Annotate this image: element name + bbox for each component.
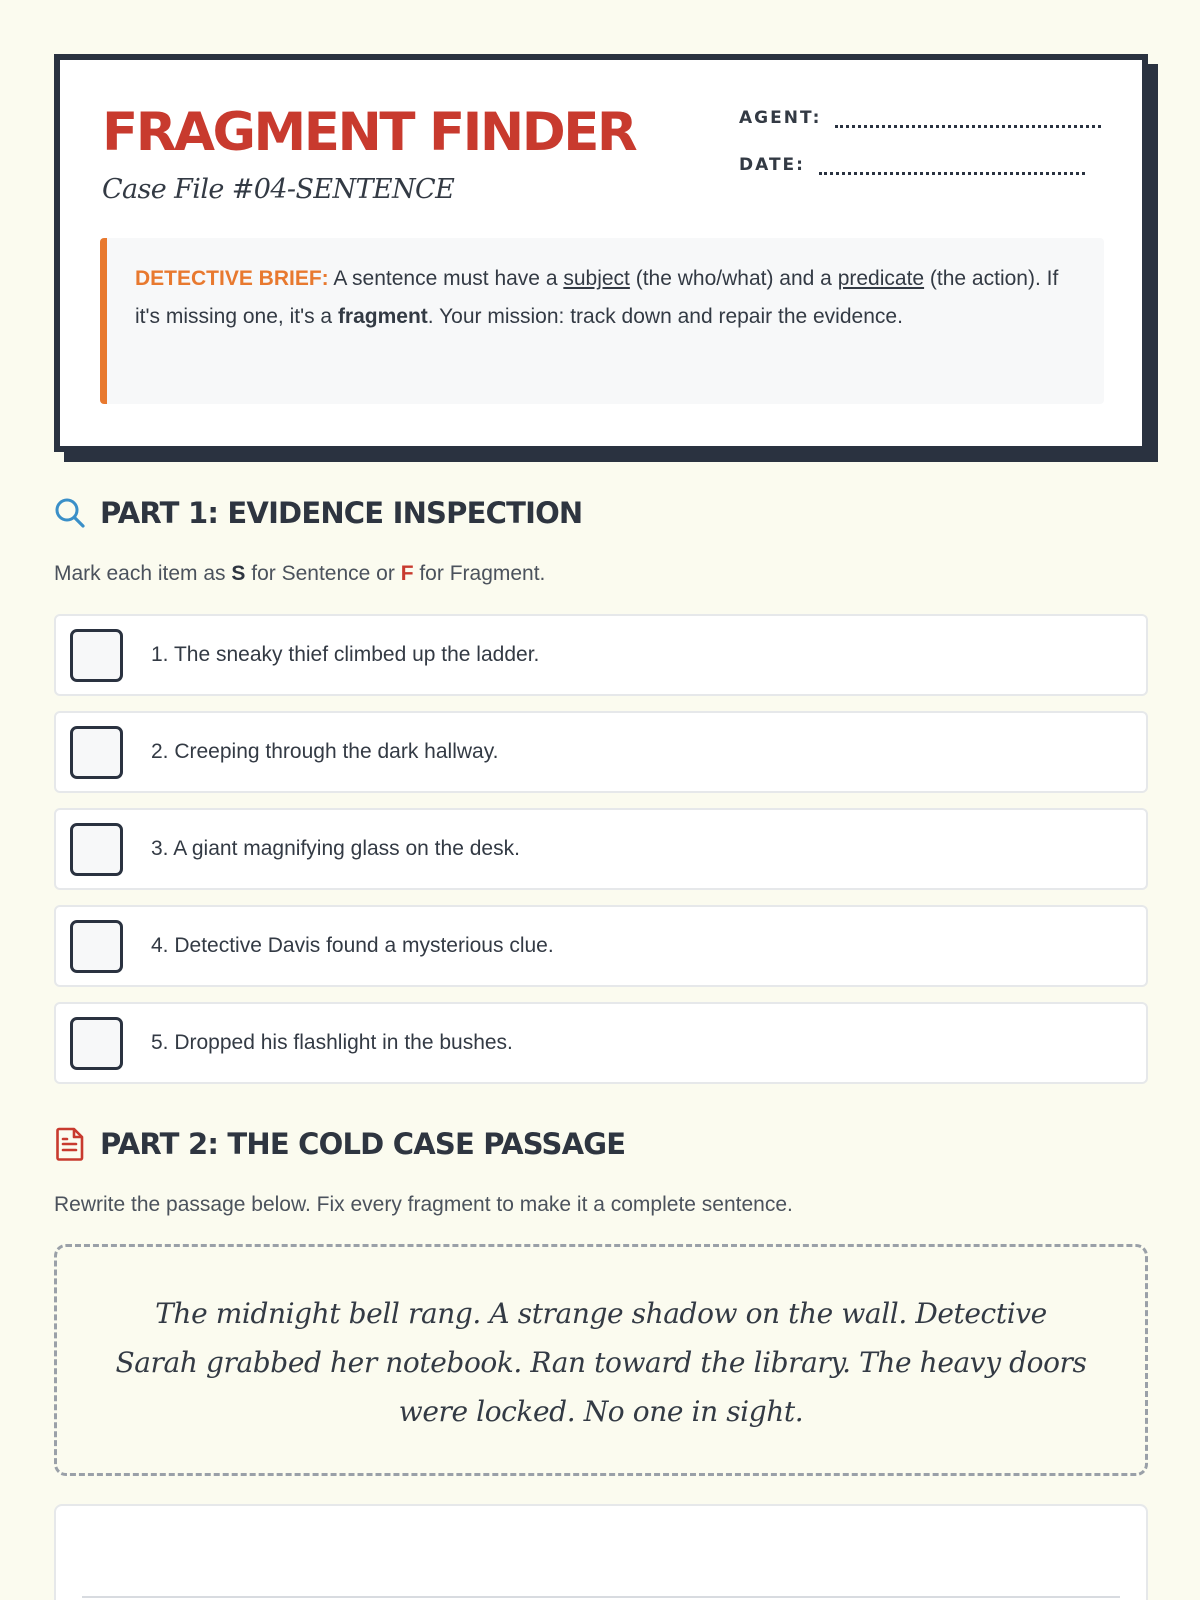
evidence-item-text: 1. The sneaky thief climbed up the ladder.: [151, 643, 540, 666]
brief-label: DETECTIVE BRIEF:: [135, 267, 329, 290]
brief-text: . Your mission: track down and repair the evidence.: [427, 305, 903, 328]
date-field[interactable]: [739, 155, 1085, 175]
page-title: FRAGMENT FINDER: [102, 102, 636, 163]
evidence-item-text: 3. A giant magnifying glass on the desk.: [151, 837, 520, 860]
document-icon: [54, 1127, 86, 1161]
evidence-item-text: 4. Detective Davis found a mysterious clue.: [151, 934, 554, 957]
evidence-list: [54, 614, 1148, 1099]
answer-checkbox[interactable]: [70, 1017, 123, 1070]
part1-heading: [54, 496, 582, 530]
search-icon: [54, 496, 86, 530]
answer-checkbox[interactable]: [70, 920, 123, 973]
writing-line: [82, 1596, 1120, 1598]
evidence-item: [54, 808, 1148, 890]
part2-heading: [54, 1127, 625, 1161]
sentence-code: S: [231, 562, 246, 585]
fragment-code: F: [400, 562, 414, 585]
case-file-header: [54, 54, 1148, 452]
answer-checkbox[interactable]: [70, 726, 123, 779]
evidence-item: [54, 711, 1148, 793]
agent-label: AGENT:: [739, 108, 822, 128]
subject-term: subject: [563, 267, 630, 290]
instruction-text: for Sentence or: [245, 562, 401, 585]
part2-instruction: Rewrite the passage below. Fix every fragment to make it a complete sentence.: [54, 1193, 793, 1216]
evidence-item: [54, 614, 1148, 696]
instruction-text: Mark each item as: [54, 562, 232, 585]
agent-line[interactable]: [835, 114, 1101, 128]
case-file-subtitle: Case File #04-SENTENCE: [102, 174, 455, 205]
detective-brief: [100, 238, 1104, 404]
part1-title: PART 1: EVIDENCE INSPECTION: [100, 496, 583, 530]
date-label: DATE:: [739, 155, 805, 175]
answer-checkbox[interactable]: [70, 823, 123, 876]
instruction-text: for Fragment.: [413, 562, 546, 585]
agent-field[interactable]: [739, 108, 1101, 128]
answer-checkbox[interactable]: [70, 629, 123, 682]
evidence-item-text: 2. Creeping through the dark hallway.: [151, 740, 499, 763]
part1-instruction: [54, 562, 545, 586]
brief-text: (the action). If it's missing one, it's a: [135, 267, 1059, 328]
rewrite-answer-box[interactable]: [54, 1504, 1148, 1600]
brief-text: (the who/what) and a: [629, 267, 838, 290]
cold-case-passage: The midnight bell rang. A strange shadow on the wall. Detective Sarah grabbed her notebook. Ran toward the library. The heavy doors were locked. No one in sight.: [54, 1244, 1148, 1476]
fragment-term: fragment: [337, 305, 428, 328]
evidence-item: [54, 905, 1148, 987]
evidence-item: [54, 1002, 1148, 1084]
predicate-term: predicate: [837, 267, 925, 290]
evidence-item-text: 5. Dropped his flashlight in the bushes.: [151, 1031, 513, 1054]
part2-title: PART 2: THE COLD CASE PASSAGE: [100, 1127, 626, 1161]
date-line[interactable]: [819, 161, 1085, 175]
brief-text: A sentence must have a: [328, 267, 564, 290]
